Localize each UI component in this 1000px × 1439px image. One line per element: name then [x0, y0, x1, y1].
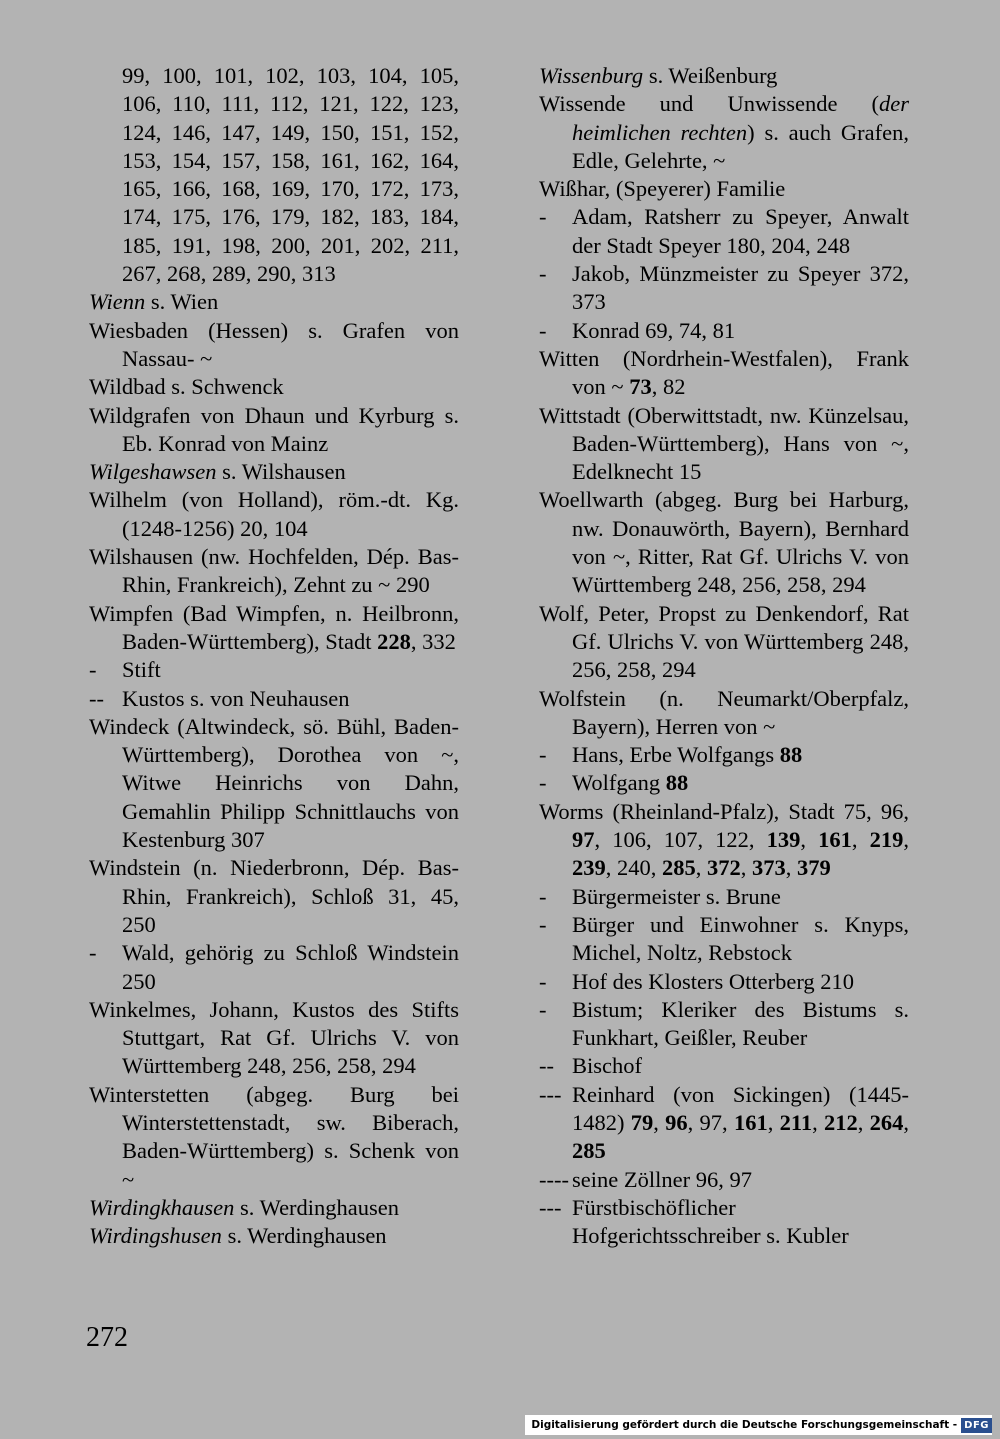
index-subentry: [539, 883, 909, 911]
subentry-text: Stift: [122, 657, 161, 683]
subentry-dash: -: [539, 996, 547, 1022]
index-entry: Woellwarth (abgeg. Burg bei Harburg, nw. Donauwörth, Bayern), Bernhard von ~, Ritter, Rat Gf. Ulrichs V. von Württemberg 248, 256, 258, 294: [539, 487, 909, 598]
subentry-text: Kustos s. von Neuhausen: [122, 685, 350, 711]
index-subentry: [539, 1194, 909, 1251]
subentry-text: Wald, gehörig zu Schloß Windstein 250: [122, 940, 459, 994]
index-entry: Windstein (n. Niederbronn, Dép. Bas-Rhin, Frankreich), Schloß 31, 45, 250: [89, 855, 459, 937]
index-subentry: [539, 203, 909, 260]
footer-text: Digitalisierung gefördert durch die Deutsche Forschungsgemeinschaft -: [531, 1419, 958, 1431]
subentry-dash: --: [89, 685, 104, 711]
index-entry: Wilhelm (von Holland), röm.-dt. Kg. (1248-1256) 20, 104: [89, 487, 459, 541]
subentry-text: Bistum; Kleriker des Bistums s. Funkhart, Geißler, Reuber: [572, 996, 909, 1051]
subentry-dash: -: [89, 940, 97, 966]
index-entry: Wißhar, (Speyerer) Familie: [539, 176, 786, 202]
index-entry: Winterstetten (abgeg. Burg bei Winterstettenstadt, sw. Biberach, Baden-Württemberg) s. Schenk von ~: [89, 1081, 459, 1192]
subentry-dash: --: [539, 1053, 554, 1079]
index-entry: Worms (Rheinland-Pfalz), Stadt 75, 96, 97, 106, 107, 122, 139, 161, 219, 239, 240, 285, 372, 373, 379: [539, 798, 910, 881]
index-column-right: [539, 62, 909, 1250]
footer-credit: [525, 1415, 992, 1435]
index-entry: Wimpfen (Bad Wimpfen, n. Heilbronn, Baden-Württemberg), Stadt 228, 332: [89, 600, 459, 654]
index-entry: Wilgeshawsen s. Wilshausen: [89, 459, 346, 485]
index-entry: Wilshausen (nw. Hochfelden, Dép. Bas-Rhin, Frankreich), Zehnt zu ~ 290: [89, 544, 459, 598]
subentry-dash: -: [539, 317, 547, 343]
index-subentry: [539, 968, 909, 996]
subentry-dash: ---: [539, 1081, 562, 1107]
subentry-dash: -: [89, 657, 97, 683]
index-subentry: [89, 656, 459, 684]
subentry-text: seine Zöllner 96, 97: [572, 1166, 752, 1192]
subentry-text: Adam, Ratsherr zu Speyer, Anwalt der Stadt Speyer 180, 204, 248: [572, 204, 909, 258]
index-subentry: [89, 939, 459, 996]
index-entry: Wirdingshusen s. Werdinghausen: [89, 1223, 387, 1249]
index-entry: Windeck (Altwindeck, sö. Bühl, Baden-Württemberg), Dorothea von ~, Witwe Heinrichs von Dahn, Gemahlin Philipp Schnittlauchs von Kestenburg 307: [89, 713, 459, 853]
index-subentry: [539, 996, 909, 1053]
subentry-text: Reinhard (von Sickingen) (1445-1482) 79, 96, 97, 161, 211, 212, 264, 285: [572, 1081, 909, 1164]
index-subentry: [539, 1166, 909, 1194]
subentry-dash: ---: [539, 1194, 562, 1220]
page-number: 272: [86, 1322, 128, 1353]
index-entry-continuation: 99, 100, 101, 102, 103, 104, 105, 106, 110, 111, 112, 121, 122, 123, 124, 146, 147, 149, 150, 151, 152, 153, 154, 157, 158, 161, 162, 164, 165, 166, 168, 169, 170, 172, 173, 174, 175, 176, 179, 182, 183, 184, 185, 191, 198, 200, 201, 202, 211, 267, 268, 289, 290, 313: [122, 63, 459, 287]
index-column-left: [89, 62, 459, 1250]
index-entry: Wildbad s. Schwenck: [89, 374, 284, 400]
subentry-dash: -: [539, 742, 547, 768]
index-subentry: [539, 1052, 909, 1080]
index-entry: Wienn s. Wien: [89, 289, 219, 315]
subentry-dash: -: [539, 204, 547, 230]
subentry-dash: -: [539, 770, 547, 796]
index-entry: Wiesbaden (Hessen) s. Grafen von Nassau- ~: [89, 317, 459, 371]
index-entry: Witten (Nordrhein-Westfalen), Frank von ~ 73, 82: [539, 345, 909, 400]
index-entry: Wittstadt (Oberwittstadt, nw. Künzelsau, Baden-Württemberg), Hans von ~, Edelknecht 15: [539, 402, 909, 485]
subentry-text: Jakob, Münzmeister zu Speyer 372, 373: [572, 261, 909, 315]
dfg-logo: DFG: [961, 1418, 992, 1433]
subentry-text: Fürstbischöflicher Hofgerichtsschreiber s. Kubler: [572, 1194, 849, 1249]
subentry-dash: ----: [539, 1166, 569, 1192]
index-entry: Wolfstein (n. Neumarkt/Oberpfalz, Bayern), Herren von ~: [539, 685, 909, 739]
index-subentry: [539, 769, 909, 797]
subentry-dash: -: [539, 968, 547, 994]
index-entry: Wirdingkhausen s. Werdinghausen: [89, 1194, 400, 1220]
index-subentry: [539, 741, 909, 769]
subentry-text: Hof des Klosters Otterberg 210: [572, 968, 855, 994]
index-subentry: [539, 1081, 909, 1166]
subentry-text: Konrad 69, 74, 81: [572, 317, 736, 343]
subentry-text: Hans, Erbe Wolfgangs 88: [572, 742, 803, 768]
index-subentry: [539, 260, 909, 317]
index-entry: Wissenburg s. Weißenburg: [539, 63, 778, 88]
index-entry: Winkelmes, Johann, Kustos des Stifts Stuttgart, Rat Gf. Ulrichs V. von Württemberg 248, 256, 258, 294: [89, 996, 459, 1079]
subentry-dash: -: [539, 911, 547, 937]
index-subentry: [89, 685, 459, 713]
index-subentry: [539, 911, 909, 968]
subentry-text: Bischof: [572, 1053, 642, 1079]
index-entry: Wolf, Peter, Propst zu Denkendorf, Rat Gf. Ulrichs V. von Württemberg 248, 256, 258, 294: [539, 600, 909, 683]
subentry-text: Bürger und Einwohner s. Knyps, Michel, Noltz, Rebstock: [572, 911, 909, 966]
index-entry: Wildgrafen von Dhaun und Kyrburg s. Eb. Konrad von Mainz: [89, 402, 459, 456]
subentry-text: Wolfgang 88: [572, 770, 689, 796]
subentry-dash: -: [539, 883, 547, 909]
index-subentry: [539, 317, 909, 345]
index-entry: Wissende und Unwissende (der heimlichen rechten) s. auch Grafen, Edle, Gelehrte, ~: [539, 91, 909, 173]
subentry-dash: -: [539, 261, 547, 287]
subentry-text: Bürgermeister s. Brune: [572, 883, 781, 909]
